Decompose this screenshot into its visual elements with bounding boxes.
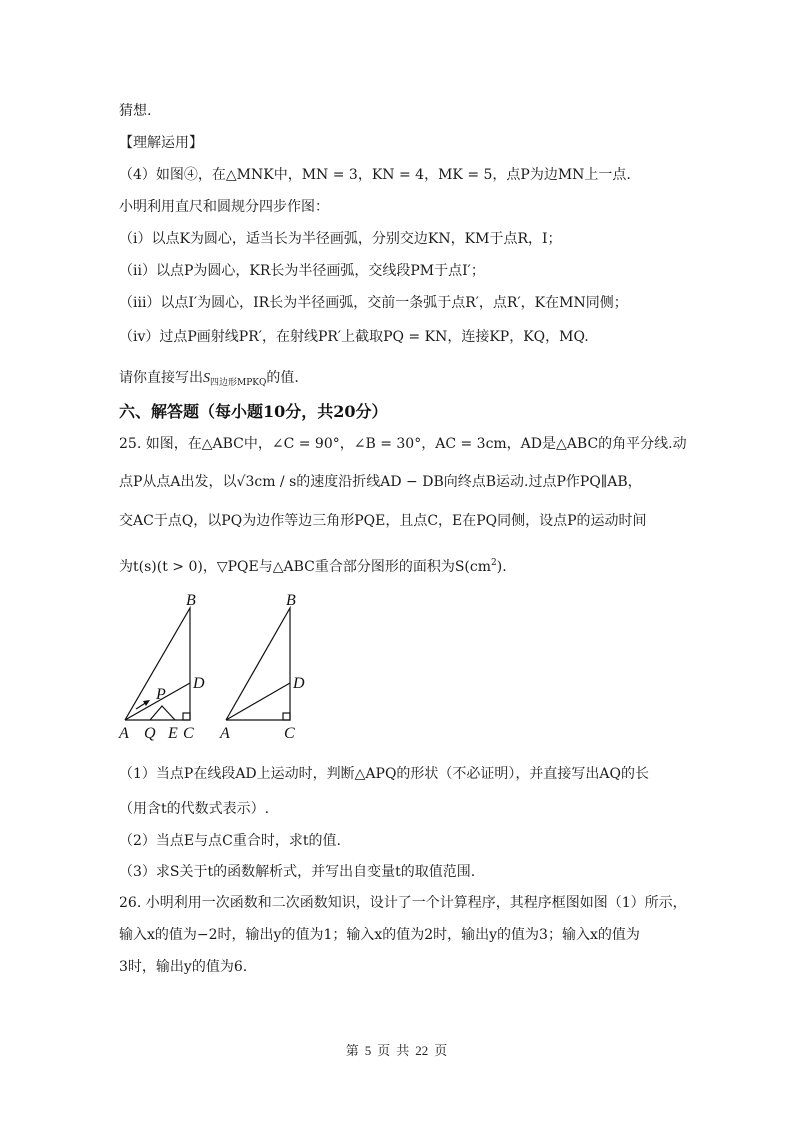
sub-question-3: （3）求S关于t的函数解析式，并写出自变量t的取值范围. [119,864,476,880]
question-26-line: 3时，输出y的值为6. [119,959,248,975]
footer-text: 第 [345,1043,359,1058]
math-superscript: 2 [491,558,497,568]
label-P: P [156,686,166,703]
math-symbol: S [203,371,210,386]
label-A: A [119,725,129,742]
step-iii: （iii）以点I′为圆心，IR长为半径画弧，交前一条弧于点R′，点R′，K在MN同侧； [119,295,628,311]
label-C: C [183,725,194,742]
label-E: E [168,725,178,742]
text-line: 猜想. [119,103,152,119]
label-D: D [193,675,205,692]
step-ii: （ii）以点P为圆心，KR长为半径画弧，交线段PM于点I′； [119,263,485,279]
footer-text: 页 [434,1043,448,1058]
footer-text: 共 [396,1043,410,1058]
text-line: （4）如图④，在△MNK中，MN = 3，KN = 4，MK = 5，点P为边MN上一点. [119,167,631,183]
page-number: 5 [364,1043,372,1058]
question-25-line: 点P从点A出发，以√3cm / s的速度沿折线AD − DB向终点B运动.过点P作PQ∥AB， [119,474,642,490]
question-25-line: 25. 如图，在△ABC中，∠C = 90°，∠B = 30°，AC = 3cm，AD是△ABC的角平分线.动 [119,436,687,452]
figure-left [125,608,190,720]
text-fragment: 请你直接写出 [119,370,203,386]
label-B: B [186,592,196,609]
text-fragment: 的值. [266,370,299,386]
question-26-line: 输入x的值为−2时，输出y的值为1；输入x的值为2时，输出y的值为3；输入x的值为 [119,927,640,943]
label-Q: Q [144,725,156,742]
text-line [119,368,299,393]
arrow-icon [143,700,150,706]
sub-question-1-cont: （用含t的代数式表示）. [119,801,270,817]
question-25-line [119,553,507,577]
sub-question-1: （1）当点P在线段AD上运动时，判断△APQ的形状（不必证明），并直接写出AQ的长 [119,766,650,782]
text-line: 小明利用直尺和圆规分四步作图： [119,199,329,215]
figure-right [226,608,290,720]
sub-question-2: （2）当点E与点C重合时，求t的值. [119,833,341,849]
text-fragment: 为t(s)(t > 0)，▽PQE与△ABC重合部分图形的面积为S(cm [119,559,492,575]
text-fragment: ). [496,559,507,575]
page-total: 22 [415,1043,429,1058]
question-26-line: 26. 小明利用一次函数和二次函数知识，设计了一个计算程序，其程序框图如图（1）所示， [119,895,687,911]
step-i: （i）以点K为圆心，适当长为半径画弧，分别交边KN，KM于点R，I； [119,231,562,247]
label-B: B [286,592,296,609]
step-iv: （iv）过点P画射线PR′，在射线PR′上截取PQ = KN，连接KP，KQ，MQ. [119,329,589,345]
subsection-label: 【理解运用】 [119,135,203,151]
label-D: D [293,675,305,692]
label-C: C [284,725,295,742]
footer-text: 页 [377,1043,391,1058]
section-heading: 六、解答题（每小题10分，共20分） [119,402,388,421]
page-footer [0,1040,793,1059]
question-25-line: 交AC于点Q，以PQ为边作等边三角形PQE，且点C，E在PQ同侧，设点P的运动时间 [119,513,647,529]
label-A: A [220,725,230,742]
math-subscript: 四边形MPKQ [210,378,267,388]
geometry-figure [110,588,330,748]
